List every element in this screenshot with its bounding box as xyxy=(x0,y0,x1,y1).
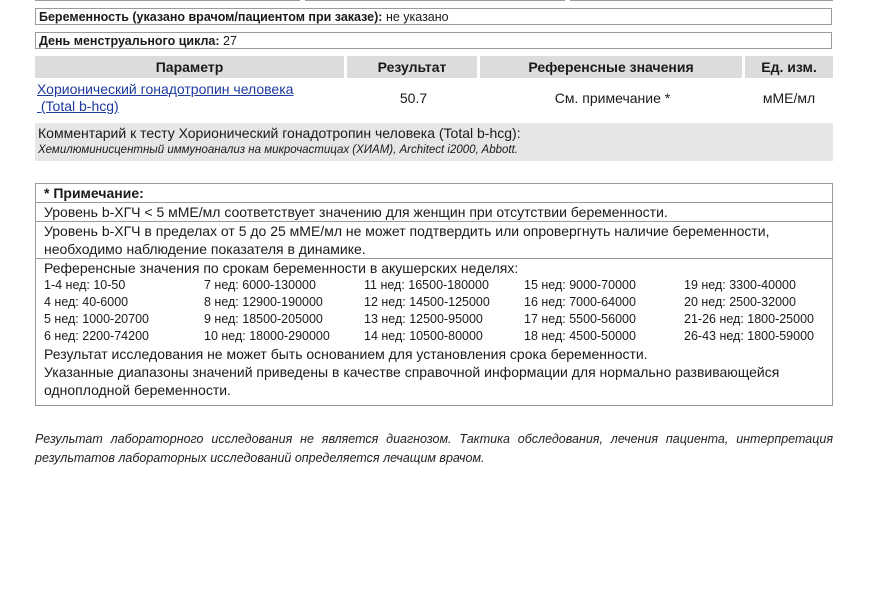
cycle-value: 27 xyxy=(223,34,237,48)
disclaimer: Результат лабораторного исследования не является диагнозом. Тактика обследования, лечения пациента, интерпретация результатов лабораторных исследований определяется лечащим врачом. xyxy=(35,432,833,465)
week-range: 17 нед: 5500-56000 xyxy=(524,312,636,326)
note-line-gray-zone-a: Уровень b-ХГЧ в пределах от 5 до 25 мМЕ/мл не может подтвердить или опровергнуть наличие беременности, xyxy=(44,223,770,239)
week-range: 15 нед: 9000-70000 xyxy=(524,278,636,292)
cut-cell xyxy=(305,0,565,1)
week-range: 11 нед: 16500-180000 xyxy=(364,278,489,292)
header-parameter: Параметр xyxy=(35,56,347,78)
pregnancy-value: не указано xyxy=(385,10,449,24)
week-range: 9 нед: 18500-205000 xyxy=(204,312,323,326)
test-comment xyxy=(35,123,833,161)
week-range: 18 нед: 4500-50000 xyxy=(524,329,636,343)
week-range: 1-4 нед: 10-50 xyxy=(44,278,126,292)
note-title: * Примечание: xyxy=(36,184,832,203)
header-unit: Ед. изм. xyxy=(745,56,833,78)
param-cell xyxy=(35,78,347,118)
week-range: 20 нед: 2500-32000 xyxy=(684,295,796,309)
cut-cell xyxy=(570,0,833,1)
results-header-row xyxy=(35,56,833,78)
week-range: 19 нед: 3300-40000 xyxy=(684,278,796,292)
note-line-no-dating: Результат исследования не может быть основанием для установления срока беременности. xyxy=(44,346,648,362)
result-value: 50.7 xyxy=(399,90,428,106)
note-line-reference-a: Указанные диапазоны значений приведены в качестве справочной информации для нормально развивающейся xyxy=(44,364,780,380)
week-range: 26-43 нед: 1800-59000 xyxy=(684,329,814,343)
note-line-gray-zone-b: необходимо наблюдение показателя в динамике. xyxy=(44,241,366,257)
note-line-negative: Уровень b-ХГЧ < 5 мМЕ/мл соответствует значению для женщин при отсутствии беременности. xyxy=(36,203,832,222)
weeks-grid xyxy=(44,277,832,345)
note-weeks-block xyxy=(36,259,832,399)
weeks-title: Референсные значения по срокам беременности в акушерских неделях: xyxy=(44,260,519,276)
reference-value: См. примечание * xyxy=(554,90,671,106)
week-range: 21-26 нед: 1800-25000 xyxy=(684,312,814,326)
week-range: 5 нед: 1000-20700 xyxy=(44,312,149,326)
week-range: 12 нед: 14500-125000 xyxy=(364,295,490,309)
cycle-info xyxy=(35,32,832,49)
week-range: 7 нед: 6000-130000 xyxy=(204,278,316,292)
comment-method: Хемилюминисцентный иммуноанализ на микрочастицах (ХИАМ), Architect i2000, Abbott. xyxy=(38,144,518,156)
header-result: Результат xyxy=(347,56,480,78)
unit-value: мМЕ/мл xyxy=(762,90,816,106)
pregnancy-label: Беременность (указано врачом/пациентом при заказе): xyxy=(39,10,383,24)
week-range: 6 нед: 2200-74200 xyxy=(44,329,149,343)
comment-title: Комментарий к тесту Хорионический гонадотропин человека (Total b-hcg): xyxy=(38,125,521,141)
week-range: 10 нед: 18000-290000 xyxy=(204,329,330,343)
pregnancy-info xyxy=(35,8,832,25)
note-line-reference-b: одноплодной беременности. xyxy=(44,382,231,398)
week-range: 8 нед: 12900-190000 xyxy=(204,295,323,309)
header-reference: Референсные значения xyxy=(480,56,745,78)
week-range: 14 нед: 10500-80000 xyxy=(364,329,483,343)
param-name-line2: (Total b-hcg) xyxy=(40,98,119,114)
param-link[interactable] xyxy=(37,81,293,114)
results-table xyxy=(35,56,833,118)
table-row xyxy=(35,78,833,118)
param-name-line1: Хорионический гонадотропин человека xyxy=(37,81,294,97)
cut-cell xyxy=(35,0,300,1)
cycle-label: День менструального цикла: xyxy=(39,34,220,48)
note-line-gray-zone xyxy=(36,222,832,259)
week-range: 16 нед: 7000-64000 xyxy=(524,295,636,309)
week-range: 4 нед: 40-6000 xyxy=(44,295,129,309)
top-cut-row xyxy=(35,0,833,2)
note-box xyxy=(35,183,833,406)
week-range: 13 нед: 12500-95000 xyxy=(364,312,483,326)
